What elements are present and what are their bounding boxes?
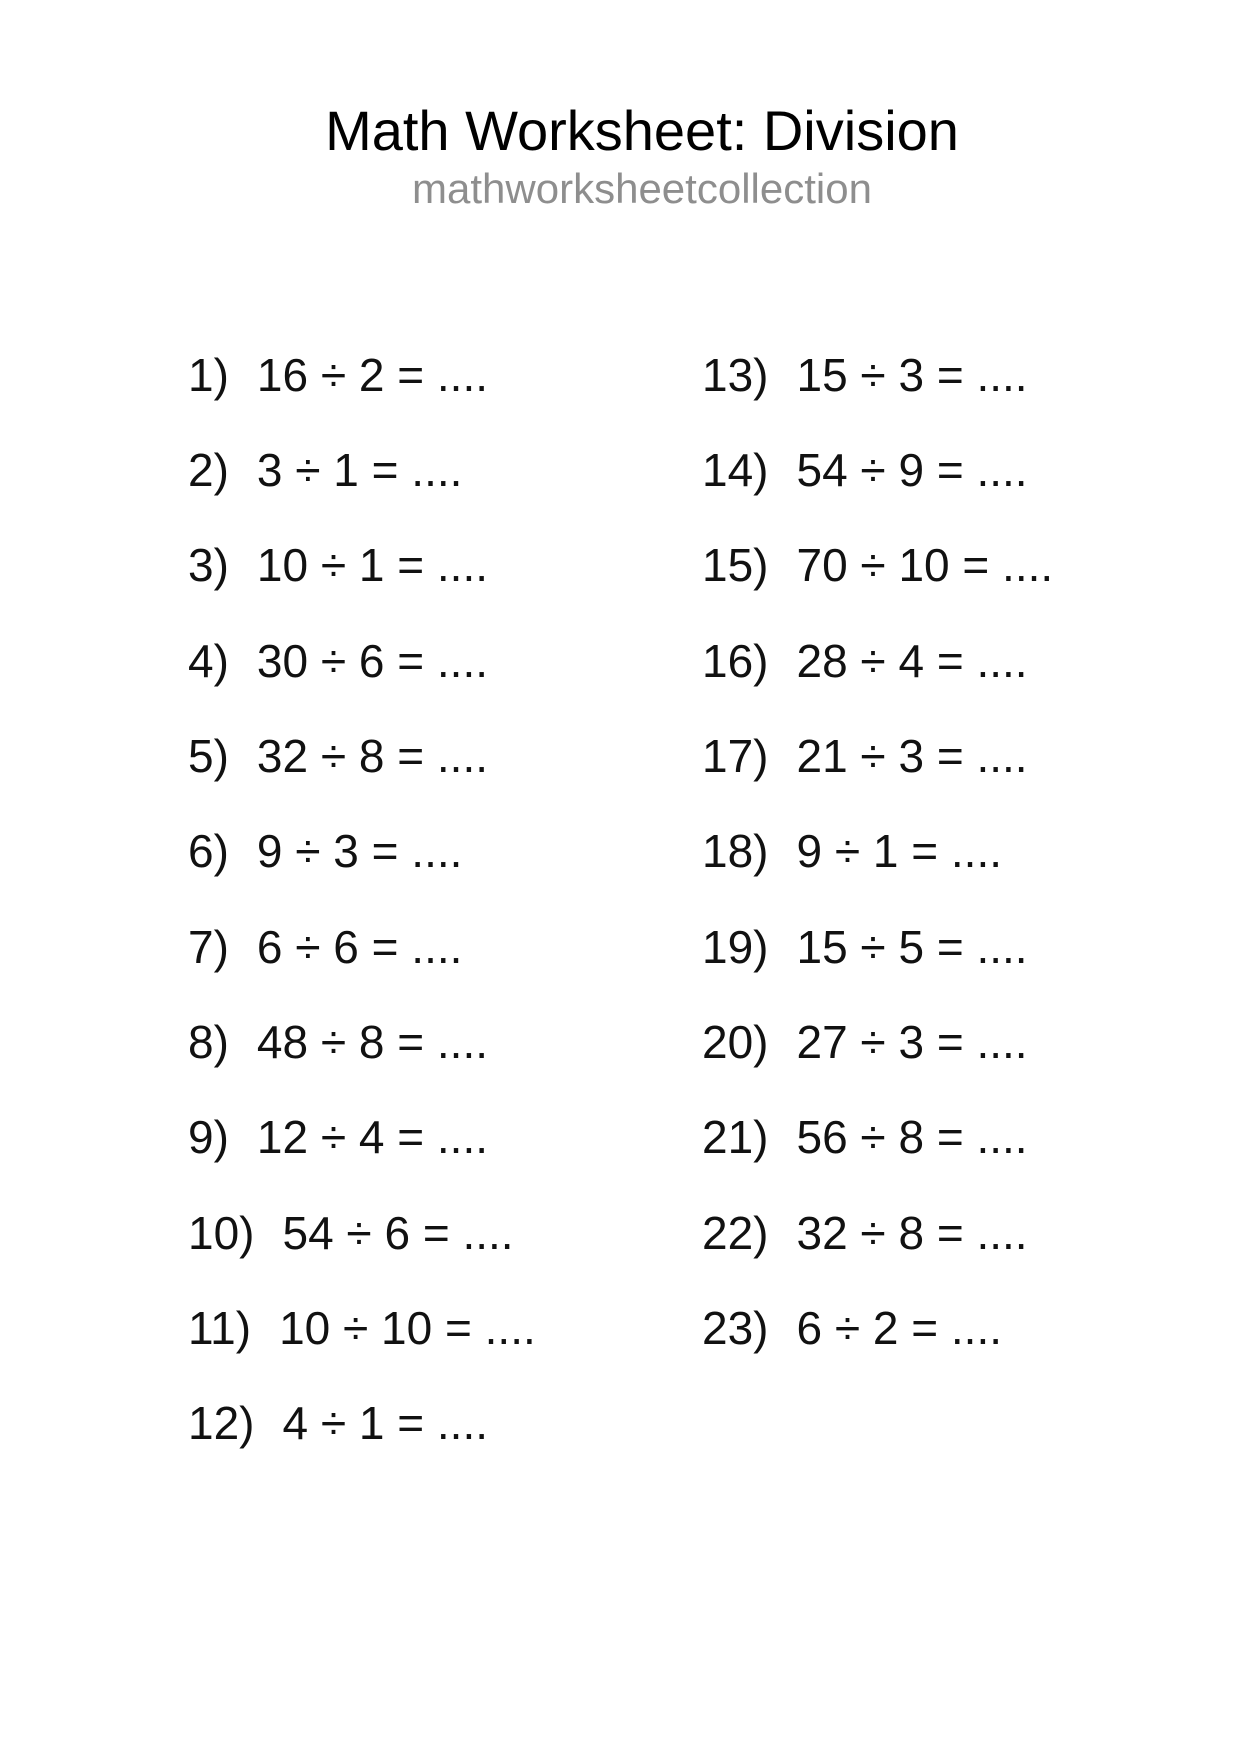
problems-column-right	[702, 327, 1053, 1376]
problem-expression: 10 ÷ 10 = ....	[279, 1301, 536, 1354]
problem-row-10	[188, 1185, 536, 1280]
problem-row-2	[188, 422, 536, 517]
problem-row-1	[188, 327, 536, 422]
worksheet-header	[22, 99, 1240, 212]
problem-number: 12)	[188, 1397, 255, 1450]
problem-number: 11)	[188, 1301, 252, 1354]
problem-number: 10)	[188, 1206, 255, 1259]
problem-number: 15)	[702, 539, 769, 592]
problem-expression: 32 ÷ 8 = ....	[256, 729, 489, 782]
problem-row-9	[188, 1090, 536, 1185]
problem-expression: 9 ÷ 1 = ....	[796, 825, 1003, 878]
problem-number: 4)	[188, 634, 229, 687]
problem-expression: 4 ÷ 1 = ....	[282, 1397, 489, 1450]
worksheet-watermark: mathworksheetcollection	[412, 164, 872, 212]
problem-row-12	[188, 1376, 536, 1471]
problem-row-15	[702, 518, 1053, 613]
problem-row-13	[702, 327, 1053, 422]
problem-row-23	[702, 1280, 1053, 1375]
problems-column-left	[188, 327, 536, 1471]
problem-expression: 16 ÷ 2 = ....	[256, 348, 489, 401]
problem-row-19	[702, 899, 1053, 994]
problem-number: 18)	[702, 825, 769, 878]
problem-expression: 27 ÷ 3 = ....	[796, 1015, 1028, 1068]
problem-row-14	[702, 422, 1053, 517]
problem-row-8	[188, 994, 536, 1089]
problem-number: 23)	[702, 1301, 769, 1354]
problem-expression: 21 ÷ 3 = ....	[796, 729, 1028, 782]
problem-row-11	[188, 1280, 536, 1375]
problem-row-7	[188, 899, 536, 994]
problem-number: 20)	[702, 1015, 769, 1068]
problem-expression: 12 ÷ 4 = ....	[256, 1111, 489, 1164]
problem-number: 2)	[188, 443, 229, 496]
problem-expression: 30 ÷ 6 = ....	[256, 634, 489, 687]
problem-number: 3)	[188, 539, 229, 592]
problem-row-18	[702, 804, 1053, 899]
problem-number: 9)	[188, 1111, 229, 1164]
problem-expression: 3 ÷ 1 = ....	[256, 443, 463, 496]
problem-expression: 9 ÷ 3 = ....	[256, 825, 463, 878]
problem-expression: 56 ÷ 8 = ....	[796, 1111, 1028, 1164]
problem-expression: 70 ÷ 10 = ....	[796, 539, 1054, 592]
problem-row-16	[702, 613, 1053, 708]
problem-number: 16)	[702, 634, 769, 687]
problem-number: 14)	[702, 443, 769, 496]
problem-row-21	[702, 1090, 1053, 1185]
problem-expression: 32 ÷ 8 = ....	[796, 1206, 1028, 1259]
problem-expression: 15 ÷ 5 = ....	[796, 920, 1028, 973]
problem-row-4	[188, 613, 536, 708]
problem-expression: 10 ÷ 1 = ....	[256, 539, 489, 592]
problem-row-20	[702, 994, 1053, 1089]
problem-number: 13)	[702, 348, 769, 401]
problem-number: 17)	[702, 729, 769, 782]
problem-number: 22)	[702, 1206, 769, 1259]
problem-number: 8)	[188, 1015, 229, 1068]
problem-row-3	[188, 518, 536, 613]
problem-row-6	[188, 804, 536, 899]
problem-number: 7)	[188, 920, 229, 973]
problem-number: 5)	[188, 729, 229, 782]
page-title: Math Worksheet: Division	[325, 99, 959, 162]
problem-expression: 15 ÷ 3 = ....	[796, 348, 1028, 401]
problem-expression: 6 ÷ 6 = ....	[256, 920, 463, 973]
problem-expression: 28 ÷ 4 = ....	[796, 634, 1028, 687]
problem-expression: 54 ÷ 9 = ....	[796, 443, 1028, 496]
problem-row-5	[188, 708, 536, 803]
problem-number: 19)	[702, 920, 769, 973]
problem-number: 6)	[188, 825, 229, 878]
problem-expression: 54 ÷ 6 = ....	[282, 1206, 514, 1259]
problem-expression: 6 ÷ 2 = ....	[796, 1301, 1003, 1354]
problem-number: 1)	[188, 348, 229, 401]
problem-expression: 48 ÷ 8 = ....	[256, 1015, 489, 1068]
problem-number: 21)	[702, 1111, 769, 1164]
problem-row-22	[702, 1185, 1053, 1280]
problem-row-17	[702, 708, 1053, 803]
